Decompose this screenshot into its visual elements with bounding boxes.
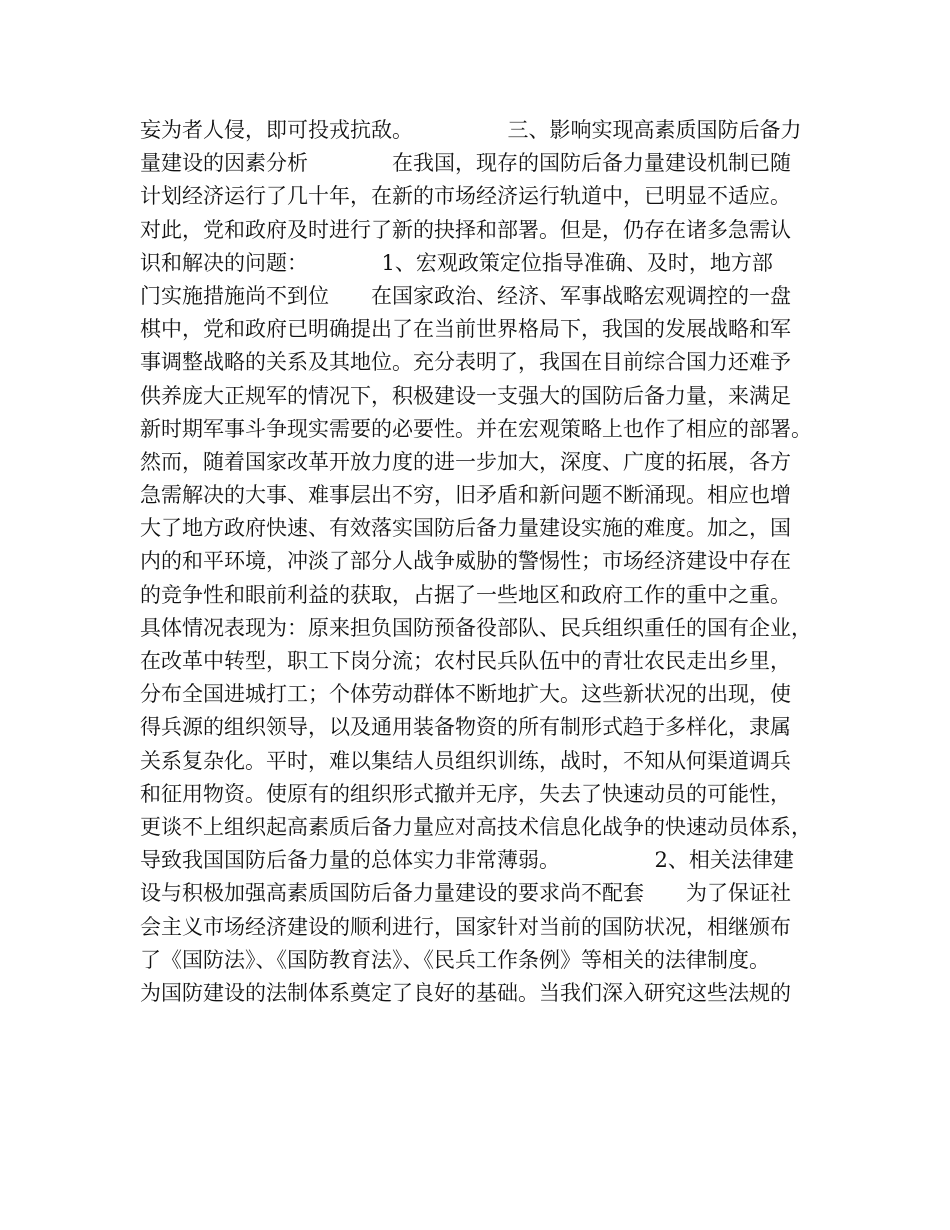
text-line: 内的和平环境，冲淡了部分人战争威胁的警惕性；市场经济建设中存在 (140, 549, 791, 574)
text-line: 具体情况表现为：原来担负国防预备役部队、民兵组织重任的国有企业， (140, 615, 812, 640)
text-line: 供养庞大正规军的情况下，积极建设一支强大的国防后备力量，来满足 (140, 383, 791, 408)
text-line: 设与积极加强高素质国防后备力量建设的要求尚不配套 为了保证社 (140, 881, 791, 906)
text-line: 事调整战略的关系及其地位。充分表明了，我国在目前综合国力还难予 (140, 350, 791, 375)
text-line: 关系复杂化。平时，难以集结人员组织训练，战时，不知从何渠道调兵 (140, 748, 791, 773)
text-line: 的竞争性和眼前利益的获取，占据了一些地区和政府工作的重中之重。 (140, 582, 791, 607)
text-line: 门实施措施尚不到位 在国家政治、经济、军事战略宏观调控的一盘 (140, 283, 791, 308)
text-line: 了《国防法》、《国防教育法》、《民兵工作条例》等相关的法律制度。 (140, 947, 770, 972)
text-line: 得兵源的组织领导，以及通用装备物资的所有制形式趋于多样化，隶属 (140, 715, 791, 740)
text-line: 计划经济运行了几十年，在新的市场经济运行轨道中，已明显不适应。 (140, 184, 791, 209)
text-line: 分布全国进城打工；个体劳动群体不断地扩大。这些新状况的出现，使 (140, 682, 791, 707)
text-line: 和征用物资。使原有的组织形式撤并无序，失去了快速动员的可能性， (140, 781, 791, 806)
text-line: 更谈不上组织起高素质后备力量应对高技术信息化战争的快速动员体系， (140, 814, 812, 839)
text-line: 在改革中转型，职工下岗分流；农村民兵队伍中的青壮农民走出乡里， (140, 649, 791, 673)
text-line: 对此，党和政府及时进行了新的抉择和部署。但是，仍存在诸多急需认 (140, 217, 791, 242)
text-line: 会主义市场经济建设的顺利进行，国家针对当前的国防状况，相继颁布 (140, 914, 791, 939)
text-line: 然而，随着国家改革开放力度的进一步加大，深度、广度的拓展，各方 (140, 449, 791, 474)
text-line: 新时期军事斗争现实需要的必要性。并在宏观策略上也作了相应的部署。 (140, 416, 812, 441)
text-line: 急需解决的大事、难事层出不穷，旧矛盾和新问题不断涌现。相应也增 (140, 483, 791, 508)
text-line: 大了地方政府快速、有效落实国防后备力量建设实施的难度。加之，国 (140, 516, 791, 541)
text-line: 识和解决的问题： 1、宏观政策定位指导准确、及时，地方部 (140, 250, 773, 275)
text-line: 妄为者人侵，即可投戎抗敌。 三、影响实现高素质国防后备力 (140, 118, 802, 142)
text-line: 导致我国国防后备力量的总体实力非常薄弱。 2、相关法律建 (140, 848, 794, 873)
body-text (140, 114, 830, 1010)
text-line: 量建设的因素分析 在我国，现存的国防后备力量建设机制已随 (140, 151, 791, 176)
text-line: 棋中，党和政府已明确提出了在当前世界格局下，我国的发展战略和军 (140, 317, 791, 342)
text-line: 为国防建设的法制体系奠定了良好的基础。当我们深入研究这些法规的 (140, 980, 791, 1005)
